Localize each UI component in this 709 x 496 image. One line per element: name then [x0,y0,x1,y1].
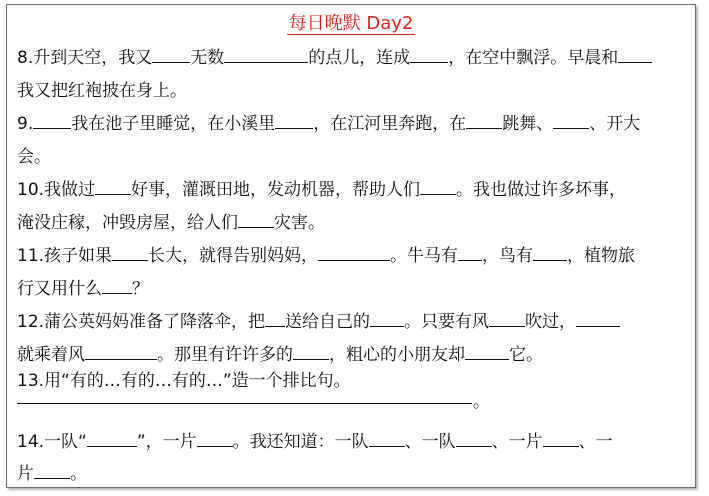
q13-end-mark: 。 [473,392,490,412]
q11-blank-5[interactable] [102,276,132,294]
q14-blank-5[interactable] [543,429,579,447]
q9-text-5: 、开大 [589,114,641,134]
q8-text-2: 无数 [190,48,225,68]
q12-blank-5[interactable] [85,342,157,360]
q9-text-6: 会。 [17,147,51,167]
q10-blank-3[interactable] [238,210,274,228]
title-text: 每日晚默 Day2 [288,13,414,34]
q14-text-3: 。我还知道：一队 [232,432,369,452]
q8-blank-3[interactable] [410,45,448,63]
q12-text-1: 12.蒲公英妈妈准备了降落伞，把 [17,312,266,332]
question-8-line-1 [17,45,652,71]
q12-text-3: 。只要有风 [404,312,490,332]
q10-text-3: 。我也做过许多坏事， [456,180,627,200]
q11-text-6: 行又用什么 [17,279,102,299]
worksheet [6,4,696,488]
q8-text-5: 我又把红袍披在身上。 [17,81,187,101]
q12-text-2: 送给自己的 [285,312,371,332]
q8-blank-2[interactable] [224,45,308,63]
question-13-line-1 [17,368,351,394]
q8-text-4: ，在空中飘浮。早晨和 [448,48,619,68]
q9-blank-3[interactable] [466,111,502,129]
q9-blank-2[interactable] [275,111,313,129]
q9-text-4: 跳舞、 [502,114,554,134]
q10-blank-2[interactable] [420,177,456,195]
q11-text-5: ，植物旅 [567,246,636,266]
q14-blank-6[interactable] [34,461,70,479]
q14-text-4: 、一队 [404,432,456,452]
question-10-line-1 [17,177,626,203]
q14-text-7: 片 [17,464,34,484]
q11-text-4: ，鸟有 [482,246,534,266]
q14-blank-2[interactable] [197,429,233,447]
question-10-line-2 [17,210,325,236]
q14-text-5: 、一片 [491,432,543,452]
question-12-line-1 [17,309,620,335]
q12-blank-1[interactable] [265,309,285,327]
q9-blank-4[interactable] [553,111,589,129]
q12-text-7: ，粗心的小朋友却 [329,345,465,365]
q12-blank-3[interactable] [489,309,525,327]
q11-blank-3[interactable] [458,243,482,261]
q9-text-3: ，在江河里奔跑，在 [313,114,467,134]
q12-blank-2[interactable] [370,309,404,327]
question-9-line-2 [17,144,51,170]
q11-text-2: 长大，就得告别妈妈， [148,246,319,266]
question-14-line-1 [17,429,613,455]
question-12-line-2 [17,342,543,368]
q14-blank-4[interactable] [456,429,492,447]
q12-blank-4[interactable] [576,309,620,327]
question-9-line-1 [17,111,640,137]
q10-text-4: 淹没庄稼，冲毁房屋，给人们 [17,213,238,233]
q11-text-7: ？ [132,279,149,299]
q10-text-2: 好事，灌溉田地，发动机器，帮助人们 [131,180,421,200]
q14-text-8: 。 [70,464,87,484]
q12-blank-7[interactable] [465,342,509,360]
question-11-line-2 [17,276,149,302]
q13-text-1: 13.用“有的…有的…有的…”造一个排比句。 [17,371,351,391]
q14-text-6: 、一 [578,432,613,452]
q11-blank-4[interactable] [533,243,567,261]
q8-text-1: 8.升到天空，我又 [17,48,153,68]
q9-blank-1[interactable] [33,111,71,129]
q14-blank-1[interactable] [87,429,137,447]
q11-text-1: 11.孩子如果 [17,246,113,266]
q12-text-6: 。那里有许许多的 [157,345,293,365]
q10-blank-1[interactable] [95,177,131,195]
q10-text-1: 10.我做过 [17,180,96,200]
q10-text-5: 灾害。 [274,213,325,233]
q8-blank-4[interactable] [618,45,652,63]
question-11-line-1 [17,243,635,269]
q14-text-2: ”，一片 [136,432,197,452]
q11-blank-2[interactable] [318,243,390,261]
q12-text-5: 就乘着风 [17,345,85,365]
q11-blank-1[interactable] [112,243,148,261]
q12-blank-6[interactable] [293,342,329,360]
q9-text-2: 我在池子里睡觉，在小溪里 [71,114,276,134]
q9-text-1: 9. [17,114,34,134]
question-8-line-2 [17,78,187,104]
q14-text-1: 14.一队“ [17,432,87,452]
worksheet-title [7,13,695,35]
q11-text-3: 。牛马有 [390,246,459,266]
q14-blank-3[interactable] [369,429,405,447]
q8-text-3: 的点儿，连成 [308,48,411,68]
q13-sentence-blank[interactable] [17,403,472,404]
question-14-line-2 [17,461,87,487]
q12-text-4: 吹过， [525,312,577,332]
q8-blank-1[interactable] [152,45,190,63]
q12-text-8: 它。 [509,345,543,365]
